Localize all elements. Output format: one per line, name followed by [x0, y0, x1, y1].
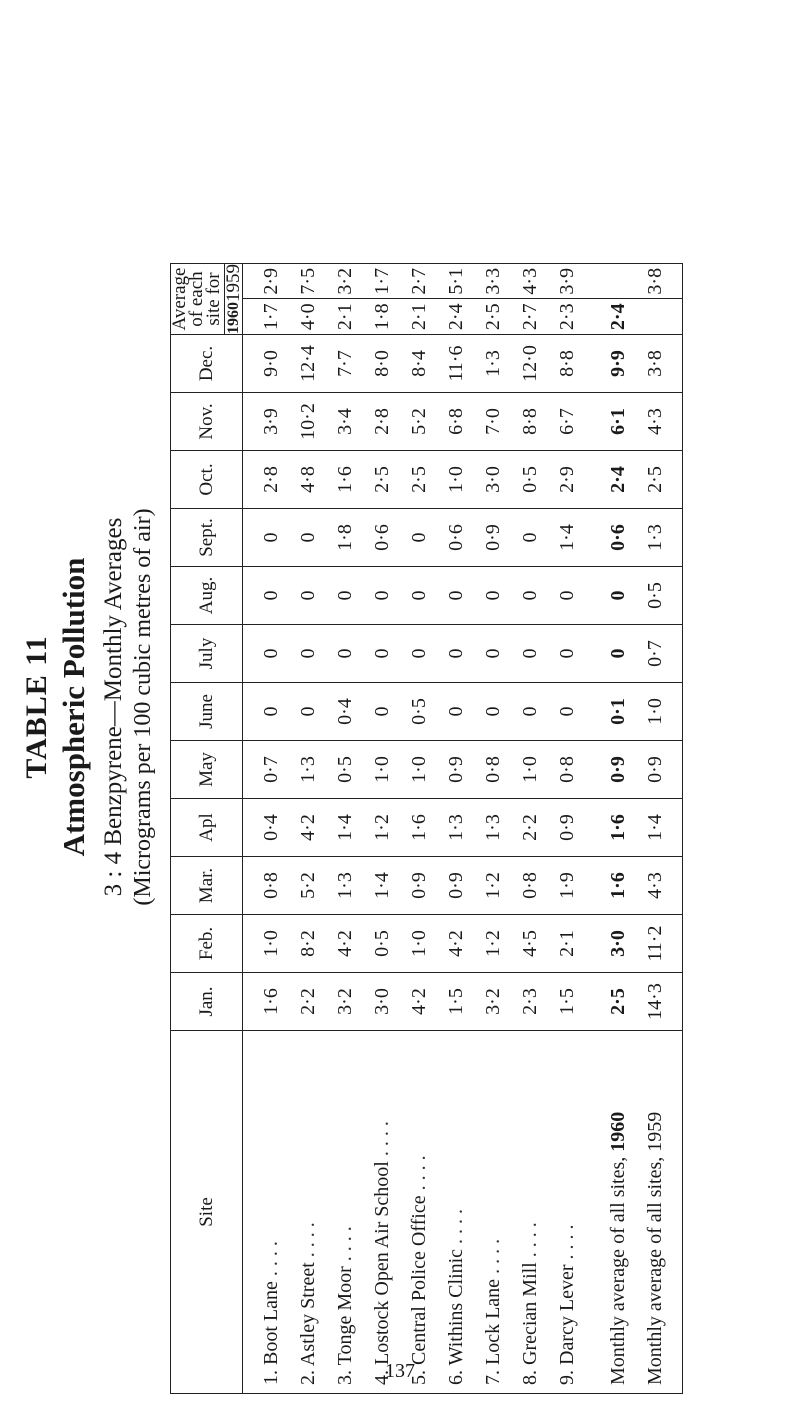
value-cell: 7·5 [297, 267, 319, 295]
avg-1959-cell: 3·8 [644, 267, 666, 295]
value-cell: 1·7 [260, 303, 282, 331]
value-cell: 0·4 [260, 814, 282, 841]
table-subheading: 3 : 4 Benzpyrene—Monthly Averages [100, 517, 127, 897]
site-label: 8. Grecian Mill [519, 1262, 541, 1385]
average-1960-label: 1960 [225, 302, 242, 334]
average-column [243, 264, 683, 300]
page-number: 137 [385, 1360, 415, 1382]
value-cell: 2·8 [371, 408, 393, 435]
month-header: July [171, 625, 243, 683]
value-cell: 0 [260, 648, 282, 659]
spacer [586, 335, 600, 392]
avg-1959-cell: 14·3 [644, 983, 666, 1020]
value-cell: 0 [297, 648, 319, 659]
value-cell: 2·1 [334, 303, 356, 331]
value-cell: 0 [334, 590, 356, 601]
value-cell: 0 [260, 590, 282, 601]
value-cell: 3·9 [260, 408, 282, 435]
month-column [243, 625, 683, 683]
value-cell: 0 [445, 648, 467, 659]
value-cell: 0 [556, 706, 578, 717]
summary-1960-year: 1960 [607, 1111, 629, 1152]
summary-1960-text: Monthly average of all sites, [607, 1151, 629, 1385]
value-cell: 2·5 [408, 466, 430, 493]
avg-1960-cell: 9·9 [607, 350, 629, 377]
value-cell: 0 [371, 648, 393, 659]
avg-1959-cell [637, 300, 674, 335]
value-cell: 3·4 [334, 408, 356, 435]
site-name [401, 1039, 438, 1385]
value-cell: 0 [260, 706, 282, 717]
value-cell: 6·8 [445, 408, 467, 435]
month-column [243, 335, 683, 393]
value-cell: 12·4 [297, 345, 319, 382]
value-cell: 0·5 [519, 466, 541, 493]
site-label: 7. Lock Lane [482, 1278, 504, 1385]
site-name [475, 1039, 512, 1385]
value-cell: 0 [519, 532, 541, 543]
value-cell: 2·3 [519, 988, 541, 1015]
value-cell: 1·7 [371, 267, 393, 295]
value-cell: 1·3 [297, 756, 319, 783]
value-cell: 0·7 [260, 756, 282, 783]
leader-dots: . . . . [519, 1222, 541, 1263]
leader-dots: . . . . [260, 1241, 282, 1282]
site-name [327, 1039, 364, 1385]
value-cell: 1·0 [445, 466, 467, 493]
value-cell: 1·5 [445, 988, 467, 1015]
site-header: Site [171, 1031, 243, 1394]
value-cell: 4·2 [297, 814, 319, 841]
value-cell: 0 [556, 590, 578, 601]
month-column [243, 509, 683, 567]
average-column [243, 299, 683, 335]
value-cell: 0·9 [445, 872, 467, 899]
avg-1960-cell: 0·6 [607, 524, 629, 551]
spacer [586, 915, 600, 972]
value-cell: 2·5 [482, 303, 504, 331]
month-column [243, 567, 683, 625]
leader-dots: . . . . [371, 1121, 393, 1162]
value-cell: 0·8 [260, 872, 282, 899]
value-cell: 1·4 [371, 872, 393, 899]
value-cell: 1·3 [445, 814, 467, 841]
value-cell: 0·5 [408, 698, 430, 725]
value-cell: 3·0 [371, 988, 393, 1015]
value-cell: 1·3 [482, 814, 504, 841]
avg-1960-cell [600, 264, 637, 299]
value-cell: 4·3 [519, 267, 541, 295]
spacer [586, 1039, 600, 1385]
value-cell: 2·4 [445, 303, 467, 331]
value-cell: 3·3 [482, 267, 504, 295]
avg-1959-cell: 1·4 [644, 814, 666, 841]
avg-1960-cell: 1·6 [607, 872, 629, 899]
month-header: Mar. [171, 857, 243, 915]
value-cell: 2·1 [408, 303, 430, 331]
value-cell: 0 [445, 706, 467, 717]
value-cell: 0 [482, 590, 504, 601]
spacer [586, 625, 600, 682]
avg-1960-cell: 2·5 [607, 988, 629, 1015]
value-cell: 0 [260, 532, 282, 543]
average-1959-label: 1959 [223, 264, 244, 302]
site-name [512, 1039, 549, 1385]
value-cell: 1·4 [334, 814, 356, 841]
site-label: 3. Tonge Moor [334, 1266, 356, 1385]
avg-1959-cell: 11·2 [644, 925, 666, 962]
value-cell: 3·2 [334, 267, 356, 295]
month-header: Dec. [171, 335, 243, 393]
site-label: 5. Central Police Office [408, 1195, 430, 1385]
avg-1960-cell: 3·0 [607, 930, 629, 957]
value-cell: 1·3 [334, 872, 356, 899]
avg-1959-cell: 0·7 [644, 640, 666, 667]
average-title: Average of each site for [169, 267, 224, 331]
value-cell: 5·2 [408, 408, 430, 435]
value-cell: 1·8 [334, 524, 356, 551]
avg-1959-cell: 4·3 [644, 872, 666, 899]
value-cell: 3·2 [334, 988, 356, 1015]
value-cell: 0·9 [556, 814, 578, 841]
month-column [243, 451, 683, 509]
avg-1960-cell: 0·1 [607, 698, 629, 725]
value-cell: 2·8 [260, 466, 282, 493]
value-cell: 1·9 [556, 872, 578, 899]
value-cell: 0·8 [519, 872, 541, 899]
value-cell: 4·8 [297, 466, 319, 493]
avg-1960-cell: 2·4 [607, 466, 629, 493]
value-cell: 0·6 [445, 524, 467, 551]
spacer [586, 857, 600, 914]
value-cell: 1·2 [482, 930, 504, 957]
value-cell: 2·9 [556, 466, 578, 493]
summary-1959-label: Monthly average of all sites, 1959 [644, 1111, 666, 1385]
month-header: Aug. [171, 567, 243, 625]
value-cell: 4·2 [334, 930, 356, 957]
value-cell: 2·2 [519, 814, 541, 841]
table-heading: Atmospheric Pollution [56, 557, 91, 857]
avg-1959-cell: 3·8 [644, 350, 666, 377]
header-row [171, 264, 243, 1394]
value-cell: 0 [371, 590, 393, 601]
leader-dots: . . . . [297, 1222, 319, 1263]
month-header: May [171, 741, 243, 799]
avg-1960-cell: 0 [607, 590, 629, 601]
value-cell: 2·9 [260, 267, 282, 295]
site-name [549, 1039, 586, 1385]
value-cell: 12·0 [519, 345, 541, 382]
value-cell: 2·2 [297, 988, 319, 1015]
value-cell: 1·6 [334, 466, 356, 493]
avg-1959-cell: 0·9 [644, 756, 666, 783]
month-column [243, 393, 683, 451]
value-cell: 2·1 [556, 930, 578, 957]
value-cell: 0 [371, 706, 393, 717]
value-cell: 3·0 [482, 466, 504, 493]
value-cell: 0·9 [482, 524, 504, 551]
avg-1959-cell: 4·3 [644, 408, 666, 435]
spacer [586, 300, 600, 335]
spacer [586, 264, 600, 299]
value-cell: 0 [297, 590, 319, 601]
site-label: 4. Lostock Open Air School [371, 1161, 393, 1385]
value-cell: 9·0 [260, 350, 282, 377]
value-cell: 0·9 [408, 872, 430, 899]
month-column [243, 741, 683, 799]
site-name [438, 1039, 475, 1385]
value-cell: 1·0 [519, 756, 541, 783]
data-row [243, 264, 683, 1394]
value-cell: 8·4 [408, 350, 430, 377]
leader-dots: . . . . [408, 1155, 430, 1196]
value-cell: 2·3 [556, 303, 578, 331]
value-cell: 0 [408, 648, 430, 659]
site-name [364, 1039, 401, 1385]
avg-1959-cell: 1·0 [644, 698, 666, 725]
summary-1960-label [600, 1039, 637, 1385]
avg-1960-cell: 0·9 [607, 756, 629, 783]
avg-1959-cell: 2·5 [644, 466, 666, 493]
month-header: Jan. [171, 973, 243, 1031]
value-cell: 0 [519, 706, 541, 717]
site-label: 2. Astley Street [297, 1262, 319, 1385]
value-cell: 0·8 [482, 756, 504, 783]
avg-1959-cell: 0·5 [644, 582, 666, 609]
spacer [586, 741, 600, 798]
value-cell: 0 [482, 706, 504, 717]
value-cell: 1·4 [556, 524, 578, 551]
value-cell: 1·8 [371, 303, 393, 331]
value-cell: 8·8 [556, 350, 578, 377]
value-cell: 0 [519, 648, 541, 659]
month-column [243, 857, 683, 915]
value-cell: 8·0 [371, 350, 393, 377]
month-column [243, 973, 683, 1031]
table-number: TABLE 11 [20, 635, 53, 779]
value-cell: 2·5 [371, 466, 393, 493]
value-cell: 0 [408, 532, 430, 543]
spacer [586, 683, 600, 740]
value-cell: 1·6 [408, 814, 430, 841]
value-cell: 0 [519, 590, 541, 601]
value-cell: 0 [334, 648, 356, 659]
site-label: 6. Withins Clinic [445, 1248, 467, 1385]
spacer [586, 509, 600, 566]
value-cell: 1·5 [556, 988, 578, 1015]
month-header: Feb. [171, 915, 243, 973]
value-cell: 0 [445, 590, 467, 601]
leader-dots: . . . . [445, 1208, 467, 1249]
month-column [243, 915, 683, 973]
value-cell: 5·2 [297, 872, 319, 899]
value-cell: 1·0 [408, 756, 430, 783]
value-cell: 7·7 [334, 350, 356, 377]
value-cell: 11·6 [445, 345, 467, 382]
value-cell: 1·0 [260, 930, 282, 957]
avg-1959-cell: 1·3 [644, 524, 666, 551]
value-cell: 2·7 [408, 267, 430, 295]
avg-1960-cell: 0 [607, 648, 629, 659]
value-cell: 8·2 [297, 930, 319, 957]
month-column [243, 799, 683, 857]
value-cell: 0 [297, 706, 319, 717]
value-cell: 0 [556, 648, 578, 659]
value-cell: 0 [297, 532, 319, 543]
value-cell: 0·6 [371, 524, 393, 551]
value-cell: 4·5 [519, 930, 541, 957]
value-cell: 1·0 [371, 756, 393, 783]
month-header: Sept. [171, 509, 243, 567]
value-cell: 10·2 [297, 403, 319, 440]
table-units: (Micrograms per 100 cubic metres of air) [130, 508, 156, 906]
value-cell: 7·0 [482, 408, 504, 435]
value-cell: 5·1 [445, 267, 467, 295]
spacer [586, 393, 600, 450]
avg-1960-cell: 2·4 [607, 303, 629, 331]
average-header [171, 264, 243, 335]
value-cell: 4·2 [445, 930, 467, 957]
site-label: 1. Boot Lane [260, 1281, 282, 1385]
value-cell: 0 [482, 648, 504, 659]
site-name [290, 1039, 327, 1385]
value-cell: 1·2 [371, 814, 393, 841]
value-cell: 0·5 [334, 756, 356, 783]
value-cell: 8·8 [519, 408, 541, 435]
avg-1960-cell: 6·1 [607, 408, 629, 435]
site-list [243, 1031, 683, 1394]
value-cell: 2·7 [519, 303, 541, 331]
value-cell: 0·8 [556, 756, 578, 783]
leader-dots: . . . . [482, 1238, 504, 1279]
value-cell: 1·0 [408, 930, 430, 957]
month-column [243, 683, 683, 741]
value-cell: 3·2 [482, 988, 504, 1015]
month-header: Nov. [171, 393, 243, 451]
month-header: Oct. [171, 451, 243, 509]
spacer [586, 799, 600, 856]
benzpyrene-table [170, 263, 683, 1394]
value-cell: 0 [408, 590, 430, 601]
value-cell: 0·9 [445, 756, 467, 783]
value-cell: 6·7 [556, 408, 578, 435]
leader-dots: . . . . [334, 1226, 356, 1267]
value-cell: 4·0 [297, 303, 319, 331]
value-cell: 3·9 [556, 267, 578, 295]
value-cell: 1·6 [260, 988, 282, 1015]
site-label: 9. Darcy Lever [556, 1264, 578, 1385]
value-cell: 4·2 [408, 988, 430, 1015]
value-cell: 1·3 [482, 350, 504, 377]
month-header: Apl [171, 799, 243, 857]
value-cell: 0·5 [371, 930, 393, 957]
site-name [253, 1039, 290, 1385]
value-cell: 1·2 [482, 872, 504, 899]
avg-1960-cell: 1·6 [607, 814, 629, 841]
spacer [586, 973, 600, 1030]
spacer [586, 567, 600, 624]
spacer [586, 451, 600, 508]
leader-dots: . . . . [556, 1224, 578, 1265]
month-header: June [171, 683, 243, 741]
value-cell: 0·4 [334, 698, 356, 725]
